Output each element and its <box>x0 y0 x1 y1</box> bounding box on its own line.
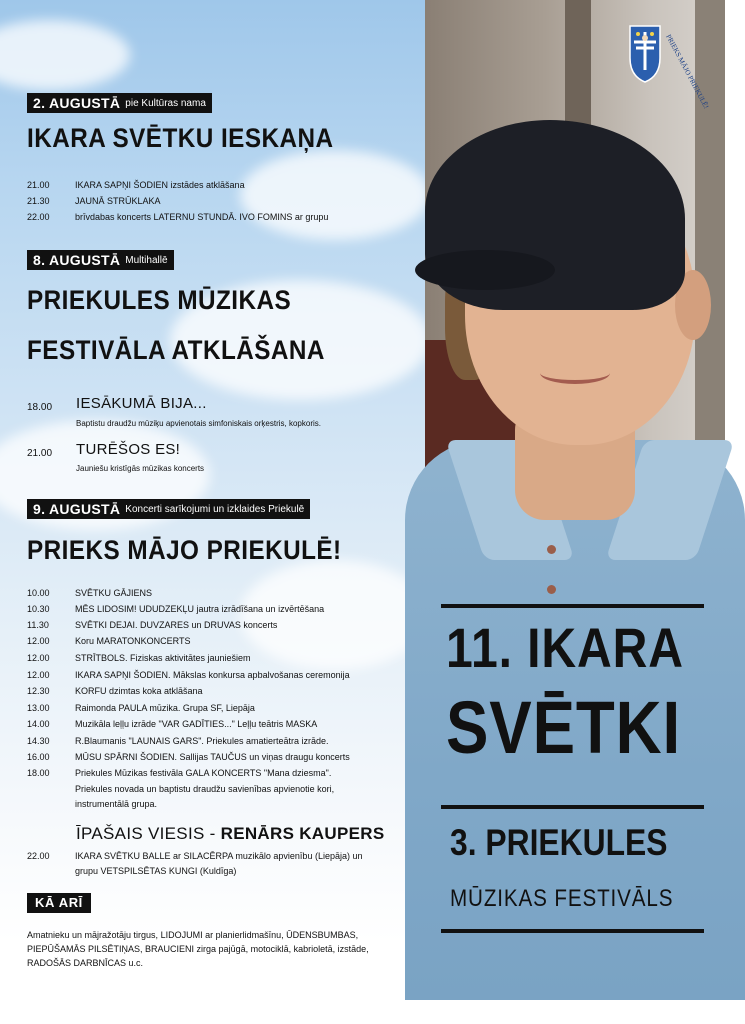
smile <box>540 362 610 384</box>
place-label: Multihallē <box>125 254 168 266</box>
special-guest-label: ĪPAŠAIS VIESIS - <box>76 824 216 843</box>
row-text: STRĪTBOLS. Fiziskas aktivitātes jauniešiem <box>75 653 251 663</box>
special-guest <box>76 824 384 844</box>
row-text: Priekules Mūzikas festivāla GALA KONCERTS "Mana dziesma". <box>75 768 332 778</box>
wooden-pole <box>565 0 591 130</box>
row-time: 22.00 <box>27 212 50 222</box>
row-time: 13.00 <box>27 703 50 713</box>
date-label: 9. AUGUSTĀ <box>33 501 121 517</box>
event-title-3: PRIEKS MĀJO PRIEKULĒ! <box>27 535 342 565</box>
date-label: 8. AUGUSTĀ <box>33 252 121 268</box>
logo-motto: PRIEKS MĀJO PRIEKULĒ! <box>664 33 711 111</box>
event-time: 21.00 <box>27 448 53 459</box>
shirt-button <box>547 545 556 554</box>
row-time: 12.30 <box>27 686 50 696</box>
schedule-row <box>27 588 152 598</box>
row-time: 21.30 <box>27 196 50 206</box>
festival-rule <box>441 805 704 809</box>
schedule-row <box>27 784 334 794</box>
date-banner-2 <box>27 250 174 270</box>
event-name: IESĀKUMĀ BIJA... <box>76 395 207 412</box>
row-time: 10.00 <box>27 588 50 598</box>
row-text: JAUNĀ STRŪKLAKA <box>75 196 161 206</box>
event-title-1: IKARA SVĒTKU IESKAŅA <box>27 123 334 153</box>
schedule-row <box>27 686 203 696</box>
schedule-row <box>27 866 236 876</box>
row-time: 21.00 <box>27 180 50 190</box>
schedule-row <box>27 196 161 206</box>
row-text: Muzikāla leļļu izrāde "VAR GADĪTIES..." Leļļu teātris MASKA <box>75 719 318 729</box>
also-description: Amatnieku un mājražotāju tirgus, LIDOJUMI ar planierlidmašīnu, ŪDENSBUMBAS, PIEPŪŠAMĀS PILSĒTIŅAS, BRAUCIENI zirga pajūgā, motociklā, kabrioletā, izstāde, RADOŠĀS DARBNĪCAS u.c. <box>27 930 369 968</box>
date-label: 2. AUGUSTĀ <box>33 95 121 111</box>
row-text: SVĒTKI DEJAI. DUVZARES un DRUVAS koncerts <box>75 620 278 630</box>
schedule-row <box>27 620 277 630</box>
schedule-row <box>27 180 245 190</box>
row-text: grupu VETSPILSĒTAS KUNGI (Kuldīga) <box>75 866 237 876</box>
row-text: Raimonda PAULA mūzika. Grupa SF, Liepāja <box>75 703 255 713</box>
date-banner-3 <box>27 499 310 519</box>
festival-subtitle-line-1: 3. PRIEKULES <box>450 822 668 863</box>
row-time: 11.30 <box>27 620 49 630</box>
row-text: Priekules novada un baptistu draudžu savienības apvienotie kori, <box>75 784 335 794</box>
event-title-2-line-1: PRIEKULES MŪZIKAS <box>27 285 292 315</box>
festival-rule <box>441 604 704 608</box>
row-text: MŪSU SPĀRNI ŠODIEN. Sallijas TAUČUS un viņas draugu koncerts <box>75 752 350 762</box>
row-time <box>27 799 75 809</box>
schedule-row <box>27 670 350 680</box>
festival-title-line-1: 11. IKARA <box>446 616 684 679</box>
row-text: Koru MARATONKONCERTS <box>75 636 191 646</box>
row-time <box>27 866 75 876</box>
event-title-2-line-2: FESTIVĀLA ATKLĀŠANA <box>27 335 325 365</box>
cap-brim <box>415 250 555 290</box>
row-time: 14.30 <box>27 736 50 746</box>
row-text: KORFU dzimtas koka atklāšana <box>75 686 203 696</box>
schedule-row <box>27 636 191 646</box>
row-text: IKARA SVĒTKU BALLE ar SILACĒRPA muzikālo apvienību (Liepāja) un <box>75 851 363 861</box>
schedule-row <box>27 703 255 713</box>
row-text: IKARA SAPŅI ŠODIEN izstādes atklāšana <box>75 180 245 190</box>
row-time <box>27 784 75 794</box>
cloud <box>0 20 130 90</box>
schedule-row <box>27 768 331 778</box>
cloud <box>240 150 430 240</box>
row-text: MĒS LIDOSIM! UDUDZEKĻU jautra izrādīšana un izvērtēšana <box>75 604 325 614</box>
row-time: 10.30 <box>27 604 50 614</box>
cloud <box>240 560 430 670</box>
schedule-row <box>27 851 362 861</box>
row-time: 18.00 <box>27 768 50 778</box>
schedule-row <box>27 799 157 809</box>
row-time: 12.00 <box>27 653 50 663</box>
festival-title-line-2: SVĒTKI <box>446 686 682 769</box>
schedule-row <box>27 752 350 762</box>
row-text: SVĒTKU GĀJIENS <box>75 588 153 598</box>
place-label: pie Kultūras nama <box>125 97 206 109</box>
event-name: TURĒŠOS ES! <box>76 441 181 458</box>
schedule-row <box>27 736 329 746</box>
event-time: 18.00 <box>27 402 53 413</box>
also-banner: KĀ ARĪ <box>27 893 91 913</box>
schedule-row <box>27 719 317 729</box>
row-time: 16.00 <box>27 752 50 762</box>
schedule-row <box>27 604 324 614</box>
ikarus-coat-of-arms-icon <box>610 18 711 111</box>
row-text: IKARA SAPŅI ŠODIEN. Mākslas konkursa apbalvošanas ceremonija <box>75 670 350 680</box>
special-guest-name: RENĀRS KAUPERS <box>220 824 385 843</box>
shirt-button <box>547 585 556 594</box>
schedule-row <box>27 653 251 663</box>
row-text: R.Blaumanis "LAUNAIS GARS". Priekules amatierteātra izrāde. <box>75 736 329 746</box>
place-label: Koncerti sarīkojumi un izklaides Priekulē <box>125 503 305 515</box>
row-time: 14.00 <box>27 719 50 729</box>
row-text: instrumentālā grupa. <box>75 799 158 809</box>
festival-rule <box>441 929 704 933</box>
row-time: 22.00 <box>27 851 50 861</box>
row-text: brīvdabas koncerts LATERNU STUNDĀ. IVO FOMINS ar grupu <box>75 212 329 222</box>
festival-subtitle-line-2: MŪZIKAS FESTIVĀLS <box>450 885 674 912</box>
date-banner-1 <box>27 93 212 113</box>
row-time: 12.00 <box>27 636 50 646</box>
event-description: Jauniešu kristīgās mūzikas koncerts <box>76 464 205 473</box>
schedule-row <box>27 212 328 222</box>
row-time: 12.00 <box>27 670 50 680</box>
event-description: Baptistu draudžu mūziķu apvienotais simfoniskais orķestris, kopkoris. <box>76 419 321 428</box>
